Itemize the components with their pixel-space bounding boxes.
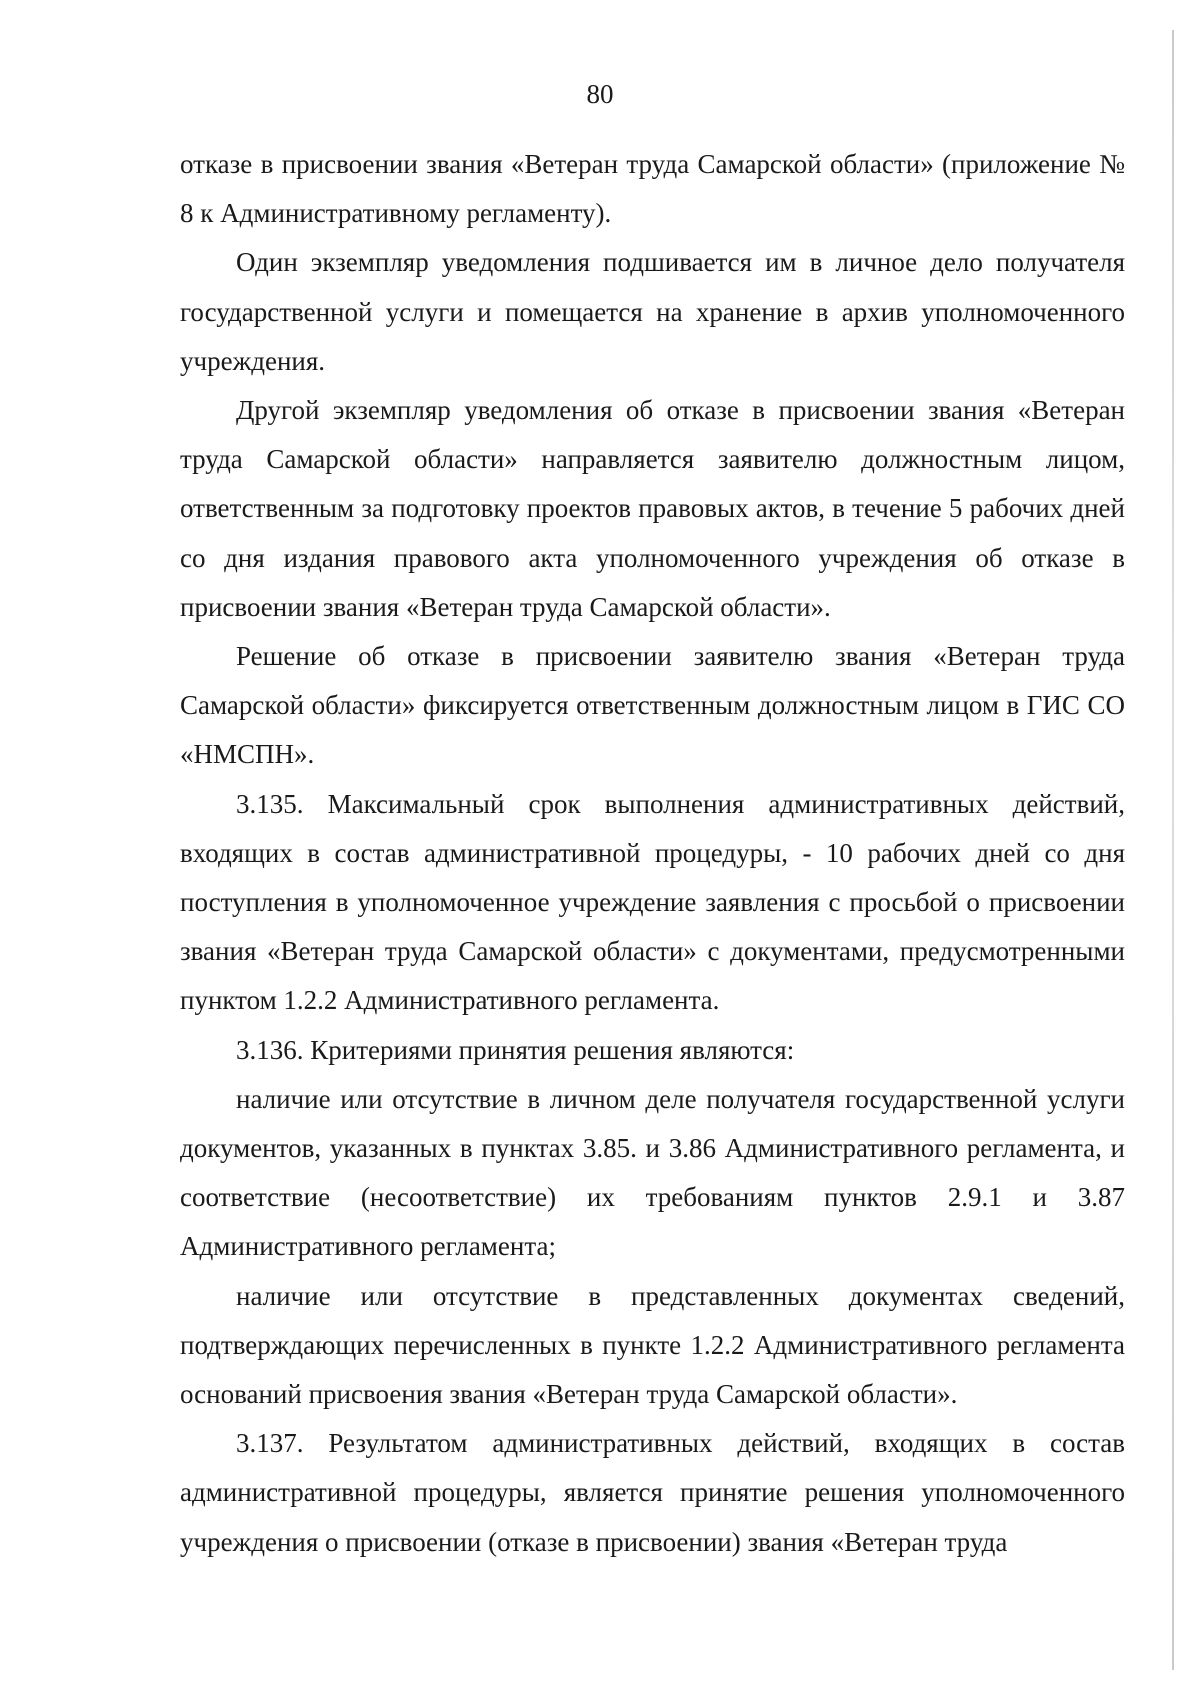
paragraph-criterion-2: наличие или отсутствие в представленных документах сведений, подтверждающих перечисленных в пункте 1.2.2 Административного регламента оснований присвоения звания «Ветеран труда Самарской области».	[180, 1280, 1125, 1410]
scan-edge-line	[1172, 30, 1174, 1670]
paragraph-3-137: 3.137. Результатом административных действий, входящих в состав административной процедуры, является принятие решения уполномоченного учреждения о присвоении (отказе в присвоении) звания «Ветеран труда	[180, 1428, 1125, 1557]
page-number: 80	[586, 79, 614, 109]
paragraph-criterion-1: наличие или отсутствие в личном деле получателя государственной услуги документов, указанных в пунктах 3.85. и 3.86 Административного регламента, и соответствие (несоответствие) их требованиям пунктов 2.9.1 и 3.87 Административного регламента;	[180, 1083, 1125, 1262]
paragraph-decision-recorded: Решение об отказе в присвоении заявителю звания «Ветеран труда Самарской области» фиксируется ответственным должностным лицом в ГИС СО «НМСПН».	[180, 641, 1125, 770]
paragraph-3-135: 3.135. Максимальный срок выполнения административных действий, входящих в состав административной процедуры, - 10 рабочих дней со дня поступления в уполномоченное учреждение заявления с просьбой о присвоении звания «Ветеран труда Самарской области» с документами, предусмотренными пунктом 1.2.2 Административного регламента.	[180, 788, 1125, 1016]
paragraph-continuation: отказе в присвоении звания «Ветеран труда Самарской области» (приложение № 8 к Административному регламенту).	[180, 149, 1125, 229]
paragraph-copy-filing: Один экземпляр уведомления подшивается им в личное дело получателя государственной услуги и помещается на хранение в архив уполномоченного учреждения.	[180, 247, 1125, 376]
paragraph-3-136: 3.136. Критериями принятия решения являются:	[236, 1034, 795, 1065]
document-body	[180, 140, 1125, 1567]
paragraph-copy-sent: Другой экземпляр уведомления об отказе в присвоении звания «Ветеран труда Самарской области» направляется заявителю должностным лицом, ответственным за подготовку проектов правовых актов, в течение 5 рабочих дней со дня издания правового акта уполномоченного учреждения об отказе в присвоении звания «Ветеран труда Самарской области».	[180, 395, 1125, 622]
